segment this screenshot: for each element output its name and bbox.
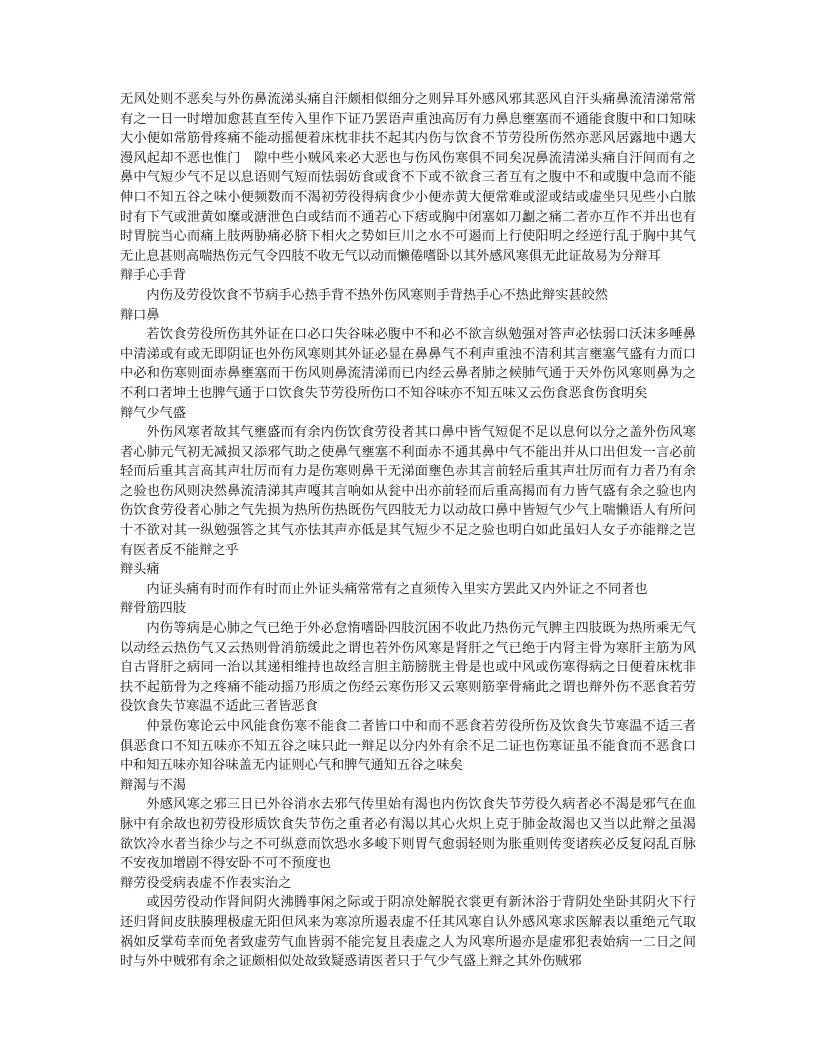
- paragraph: 或因劳役动作肾间阴火沸腾事闲之际或于阴凉处解脱衣裳更有新沐浴于背阴处坐卧其阴火下行还归肾间皮肤腠理极虚无阳但风来为寒凉所遏表虚不任其风寒自认外感风寒求医解表以重绝元气取祸如反掌苟幸而免者致虚劳气血皆弱不能完复且表虚之人为风寒所遏亦是虚邪犯表始病一二日之间时与外中贼邪有余之证颇相似处故致疑惑请医者只于气少气盛上辩之其外伤贼邪: [120, 895, 696, 970]
- section-heading: 辩渴与不渴: [120, 777, 186, 793]
- paragraph: 外伤风寒者故其气壅盛而有余内伤饮食劳役者其口鼻中皆气短促不足以息何以分之盖外伤风寒者心肺元气初无减损又添邪气助之使鼻气壅塞不利面赤不通其鼻中气不能出并从口出但发一言必前轻而后重其言高其声壮厉而有力是伤寒则鼻干无涕面壅色赤其言前轻后重其声壮厉而有力者乃有余之验也伤风则决然鼻流清涕其声嘎其言响如从瓮中出亦前轻而后重高揭而有力皆气盛有余之验也内伤饮食劳役者心肺之气先损为热所伤热既伤气四肢无力以动故口鼻中皆短气少气上喘懒语人有所问十不欲对其一纵勉强答之其气亦怯其声亦低是其气短少不足之验也明白如此虽妇人女子亦能辩之岂有医者反不能辩之乎: [120, 425, 696, 558]
- section-heading: 辩头痛: [120, 562, 160, 578]
- paragraph: 仲景伤寒论云中风能食伤寒不能食二者皆口中和而不恶食若劳役所伤及饮食失节寒温不适三者俱恶食口不知五味亦不知五谷之味只此一辩足以分内外有余不足二证也伤寒证虽不能食而不恶食口中和知五味亦知谷味盖无内证则心气和脾气通知五谷之味矣: [120, 719, 696, 774]
- section-heading: 辩骨筋四肢: [120, 601, 186, 617]
- section-heading: 辩气少气盛: [120, 405, 186, 421]
- paragraph: 内伤等病是心肺之气已绝于外必怠惰嗜卧四肢沉困不收此乃热伤元气脾主四肢既为热所乘无气以动经云热伤气又云热则骨消筋缓此之谓也若外伤风寒是肾肝之气已绝于内肾主骨为寒肝主筋为风自古肾肝之病同一治以其递相维持也故经言胆主筋膀胱主骨是也或中风或伤寒得病之日便着床枕非扶不起筋骨为之疼痛不能动摇乃形质之伤经云寒伤形又云寒则筋挛骨痛此之谓也辩外伤不恶食若劳役饮食失节寒温不适此三者皆恶食: [120, 621, 696, 715]
- paragraph: 内伤及劳役饮食不节病手心热手背不热外伤风寒则手背热手心不热此辩实甚皎然: [146, 287, 608, 303]
- section-heading: 辩口鼻: [120, 307, 160, 323]
- paragraph: 若饮食劳役所伤其外证在口必口失谷味必腹中不和必不欲言纵勉强对答声必怯弱口沃沫多唾鼻中清涕或有或无即阴证也外伤风寒则其外证必显在鼻鼻气不利声重浊不清利其言壅塞气盛有力而口中必和伤寒则面赤鼻壅塞而干伤风则鼻流清涕而已内经云鼻者肺之候肺气通于天外伤风寒则鼻为之不利口者坤土也脾气通于口饮食失节劳役所伤口不知谷味亦不知五味又云伤食恶食伤食明矣: [120, 327, 696, 401]
- paragraph: 外感风寒之邪三日已外谷消水去邪气传里始有渴也内伤饮食失节劳役久病者必不渴是邪气在血脉中有余故也初劳役形质饮食失节伤之重者必有渴以其心火炽上克于肺金故渴也又当以此辩之虽渴欲饮冷水者当徐少与之不可纵意而饮恐水多峻下则胃气愈弱轻则为胀重则传变诸疾必反复闷乱百脉不安夜加增剧不得安卧不可不预度也: [120, 797, 696, 872]
- document-page: [120, 90, 696, 972]
- section-heading: 辩劳役受病表虚不作表实治之: [120, 875, 292, 891]
- paragraph: 内证头痛有时而作有时而止外证头痛常常有之直须传入里实方罢此又内外证之不同者也: [146, 581, 648, 597]
- section-heading: 辩手心手背: [120, 268, 186, 284]
- paragraph: 无风处则不恶矣与外伤鼻流涕头痛自汗颇相似细分之则异耳外感风邪其恶风自汗头痛鼻流清涕常常有之一日一时增加愈甚直至传入里作下证乃罢语声重浊高厉有力鼻息壅塞而不通能食腹中和口知味大小便如常筋骨疼痛不能动摇便着床枕非扶不起其内伤与饮食不节劳役所伤然亦恶风居露地中遇大漫风起却不恶也惟门 隙中些小贼风来必大恶也与伤风伤寒俱不同矣况鼻流清涕头痛自汗间而有之鼻中气短少气不足以息语则气短而怯弱妨食或食不下或不欲食三者互有之腹中不和或腹中急而不能伸口不知五谷之味小便频数而不渴初劳役得病食少小便赤黄大便常难或涩或结或虚坐只见些小白脓时有下气或泄黄如糜或溏泄色白或结而不通若心下痞或胸中闭塞如刀劙之痛二者亦互作不并出也有时胃脘当心而痛上肢两胁痛必脐下相火之势如巨川之水不可遏而上行使阳明之经逆行乱于胸中其气无止息甚则高喘热伤元气令四肢不收无气以动而懒倦嗜卧以其外感风寒俱无此证故易为分辩耳: [120, 92, 696, 264]
